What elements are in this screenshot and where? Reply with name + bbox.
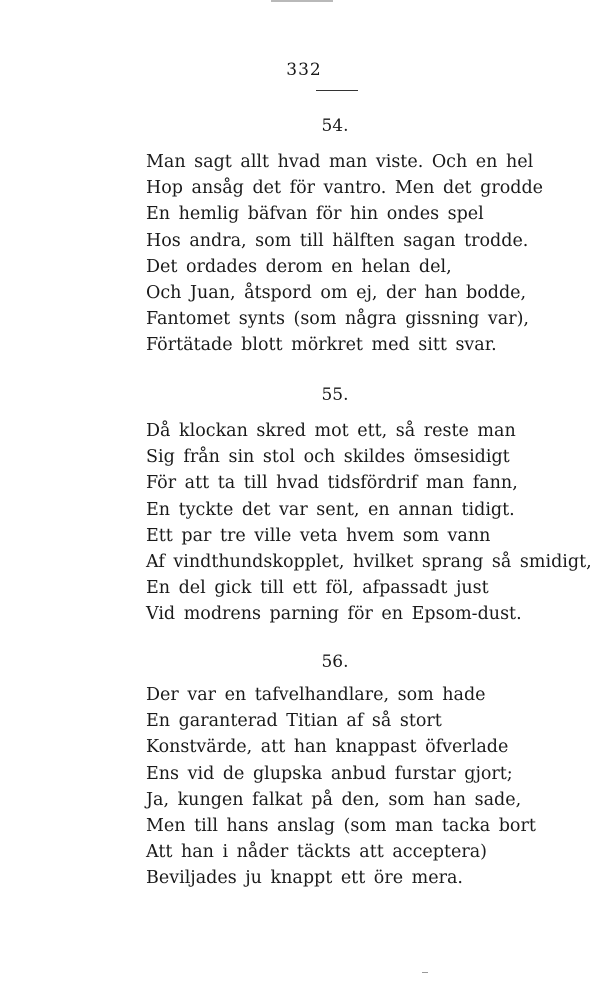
stanza [146, 418, 592, 628]
stanza-number: 54. [321, 116, 349, 136]
page-number: 332 [286, 60, 322, 80]
stanza [146, 682, 586, 892]
verse-line: För att ta till hvad tidsfördrif man fann, [146, 473, 518, 494]
verse-line: Konstvärde, att han knappast öfverlade [146, 737, 509, 758]
verse-line: En hemlig bäfvan för hin ondes spel [146, 204, 484, 225]
verse-line: Ens vid de glupska anbud furstar gjort; [146, 763, 513, 784]
verse-line: Hos andra, som till hälften sagan trodde. [146, 230, 529, 251]
verse-line: Fantomet synts (som några gissning var), [146, 309, 529, 330]
verse-line: Då klockan skred mot ett, så reste man [146, 421, 516, 441]
verse-line: Vid modrens parning för en Epsom-dust. [146, 604, 522, 625]
stanza-number: 55. [321, 385, 349, 405]
verse-line: Ett par tre ville veta hvem som vann [146, 525, 491, 546]
verse-line: Man sagt allt hvad man viste. Och en hel [146, 152, 534, 172]
bottom-edge-mark [422, 972, 428, 973]
verse-line: Och Juan, åtspord om ej, der han bodde, [146, 283, 527, 304]
verse-line: Hop ansåg det för vantro. Men det grodde [146, 178, 544, 199]
verse-line: Af vindthundskopplet, hvilket sprang så smidigt, [146, 552, 592, 573]
verse-line: Men till hans anslag (som man tacka bort [146, 816, 536, 837]
verse-line: Att han i nåder täckts att acceptera) [146, 842, 487, 863]
verse-line: Sig från sin stol och skildes ömsesidigt [146, 447, 510, 468]
verse-line: Der var en tafvelhandlare, som hade [146, 685, 486, 705]
top-edge-mark [271, 0, 333, 2]
verse-line: En del gick till ett föl, afpassadt just [146, 578, 489, 599]
verse-line: Det ordades derom en helan del, [146, 256, 452, 277]
verse-line: Beviljades ju knappt ett öre mera. [146, 868, 463, 889]
stanza [146, 149, 586, 359]
verse-line: Förtätade blott mörkret med sitt svar. [146, 335, 497, 356]
verse-line: Ja, kungen falkat på den, som han sade, [146, 789, 522, 810]
page-number-rule [316, 90, 358, 91]
verse-line: En garanterad Titian af så stort [146, 711, 442, 732]
stanza-number: 56. [321, 652, 349, 672]
verse-line: En tyckte det var sent, en annan tidigt. [146, 499, 515, 520]
